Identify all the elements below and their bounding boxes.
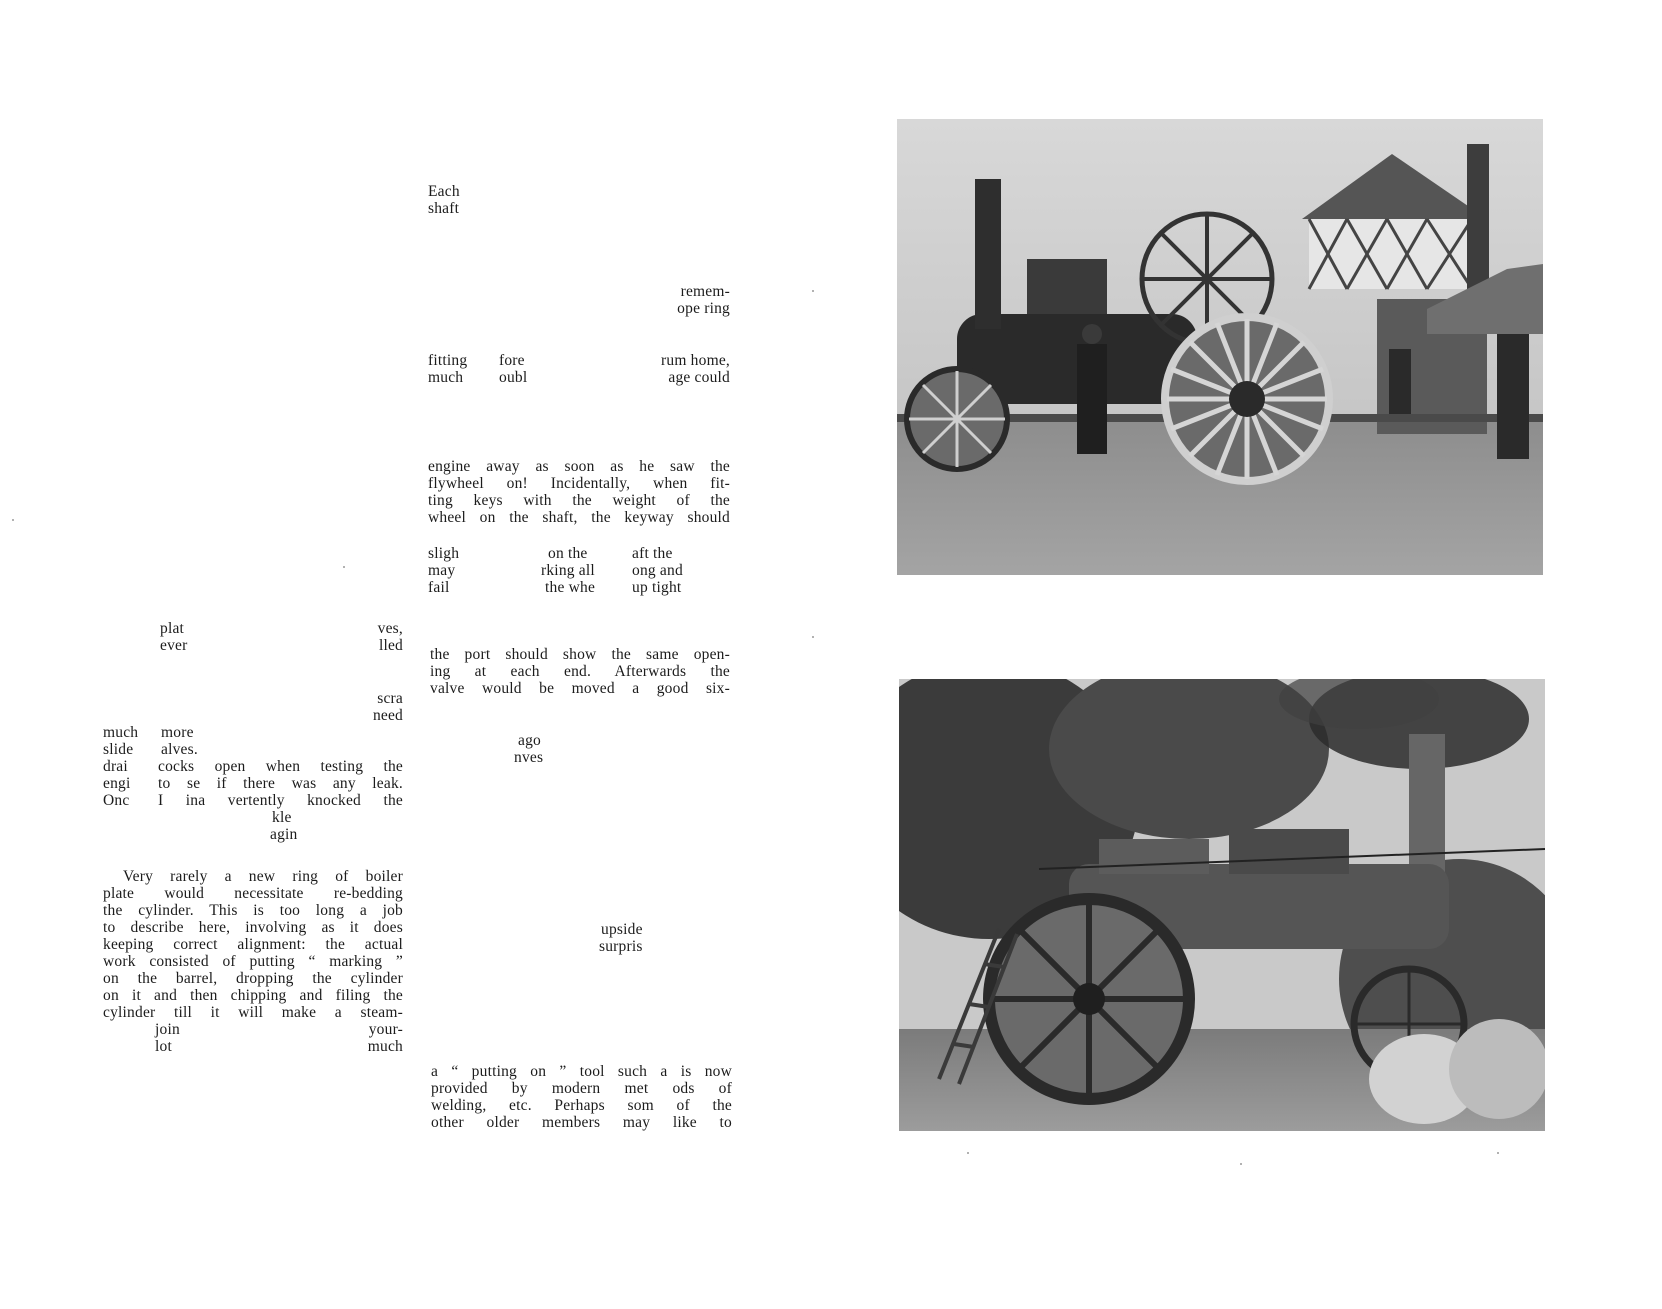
scan-speck <box>967 1152 969 1154</box>
scan-speck <box>1497 1152 1499 1154</box>
text-line: engi to se if there was any leak. <box>103 775 403 792</box>
scan-speck <box>812 636 814 638</box>
text-fragment: ever lled <box>160 637 403 654</box>
text-fragment: join your- <box>155 1021 403 1038</box>
text-line: drai cocks open when testing the <box>103 758 403 775</box>
text-fragment: need <box>372 707 403 724</box>
text-line: much more <box>103 724 194 741</box>
traction-engine-at-station-photo <box>897 119 1543 575</box>
scan-speck <box>12 519 14 521</box>
text-fragment: Each <box>428 183 460 200</box>
text-fragment: shaft <box>428 200 460 217</box>
scan-speck <box>1240 1163 1242 1165</box>
text-fragment: ope ring <box>677 300 730 317</box>
scan-speck <box>812 290 814 292</box>
text-fragment: kle <box>272 809 292 826</box>
text-fragment: nves <box>514 749 544 766</box>
text-fragment: surpris <box>599 938 643 955</box>
magazine-spread: plat ves, ever lled scra need much more slide alves. drai cocks open when testing the engi to se if there was any leak. Onc I ina vertently knocked the kle agin Very rarely a new ring of boiler plate would necessitate re-bedding the cylinder. This is too long a job to describe here, involving as it does keeping correct alignment: the actual work consisted of putting “ marking ” on the barrel, dropping the cylinder on it and then chipping and filing the cylinder till it will make a steam- join your- lot much Each shaft remem- ope ring fitting fore rum home, much oubl age could engine away as soon as he saw the flywheel on! Incidentally, when fit- ting keys with the weight of the wheel on the shaft, the keyway should sligh on the aft the may rking all ong and fail the whe up tight the port should show the same open- ing at each end. Afterwards the valve would be moved a good six- ago nves upside surpris a “ putting on ” tool such a is now provided by modern met ods of welding, etc. Perhaps som of the other older members may like to <box>0 0 1662 1309</box>
text-fragment: plat ves, <box>160 620 403 637</box>
text-fragment: lot much <box>155 1038 403 1055</box>
text-line: Onc I ina vertently knocked the <box>103 792 403 809</box>
text-fragment: remem- <box>680 283 730 300</box>
traction-engine-threshing-photo <box>899 679 1545 1131</box>
text-fragment: agin <box>270 826 298 843</box>
scan-speck <box>343 566 345 568</box>
text-fragment: scra <box>377 690 403 707</box>
photo-bottom-image <box>899 679 1545 1131</box>
photo-top-image <box>897 119 1543 575</box>
text-line: slide alves. <box>103 741 198 758</box>
text-fragment: upside <box>601 921 643 938</box>
text-fragment: ago <box>518 732 541 749</box>
